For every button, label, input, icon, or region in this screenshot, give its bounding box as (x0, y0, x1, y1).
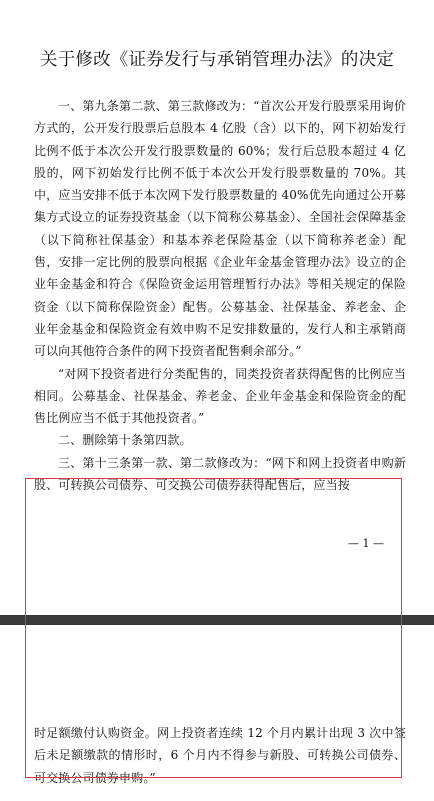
paragraph-delete-article-10: 二、删除第十条第四款。 (58, 433, 192, 448)
highlight-box (25, 478, 402, 778)
document-title: 关于修改《证券发行与承销管理办法》的决定 (40, 50, 394, 70)
paragraph-allocation: “对网下投资者进行分类配售的，同类投资者获得配售的比例应当相同。公募基金、社保基金、养老金、企业年金基金和保险资金的配售比例应当不低于其他投资者。” (34, 366, 406, 426)
paragraph-continuation: 时足额缴付认购资金。网上投资者连续 12 个月内累计出现 3 次中签后未足额缴款的情形时，6 个月内不得参与新股、可转换公司债券、可交换公司债券申购。” (34, 726, 406, 785)
page-number: — 1 — (348, 537, 384, 550)
document-body (34, 95, 406, 496)
paragraph-article-13: 三、第十三条第一款、第二款修改为：“网下和网上投资者申购新股、可转换公司债券、可交换公司债券获得配售后，应当按 (34, 455, 406, 493)
paragraph-article-9: 一、第九条第二款、第三款修改为：“首次公开发行股票采用询价方式的，公开发行股票后总股本 4 亿股（含）以下的，网下初始发行比例不低于本次公开发行股票数量的 60%；发行后总股本超过 4 亿股的，网下初始发行比例不低于本次公开发行股票数量的 70%。其中，应当安排不低于本次网下发行股票数量的 40%优先向通过公开募集方式设立的证券投资基金（以下简称公募基金）、全国社会保障基金（以下简称社保基金）和基本养老保险基金（以下简称养老金）配售，安排一定比例的股票向根据《企业年金基金管理办法》设立的企业年金基金和符合《保险资金运用管理暂行办法》等相关规定的保险资金（以下简称保险资金）配售。公募基金、社保基金、养老金、企业年金基金和保险资金有效申购不足安排数量的，发行人和主承销商可以向其他符合条件的网下投资者配售剩余部分。” (34, 99, 406, 359)
